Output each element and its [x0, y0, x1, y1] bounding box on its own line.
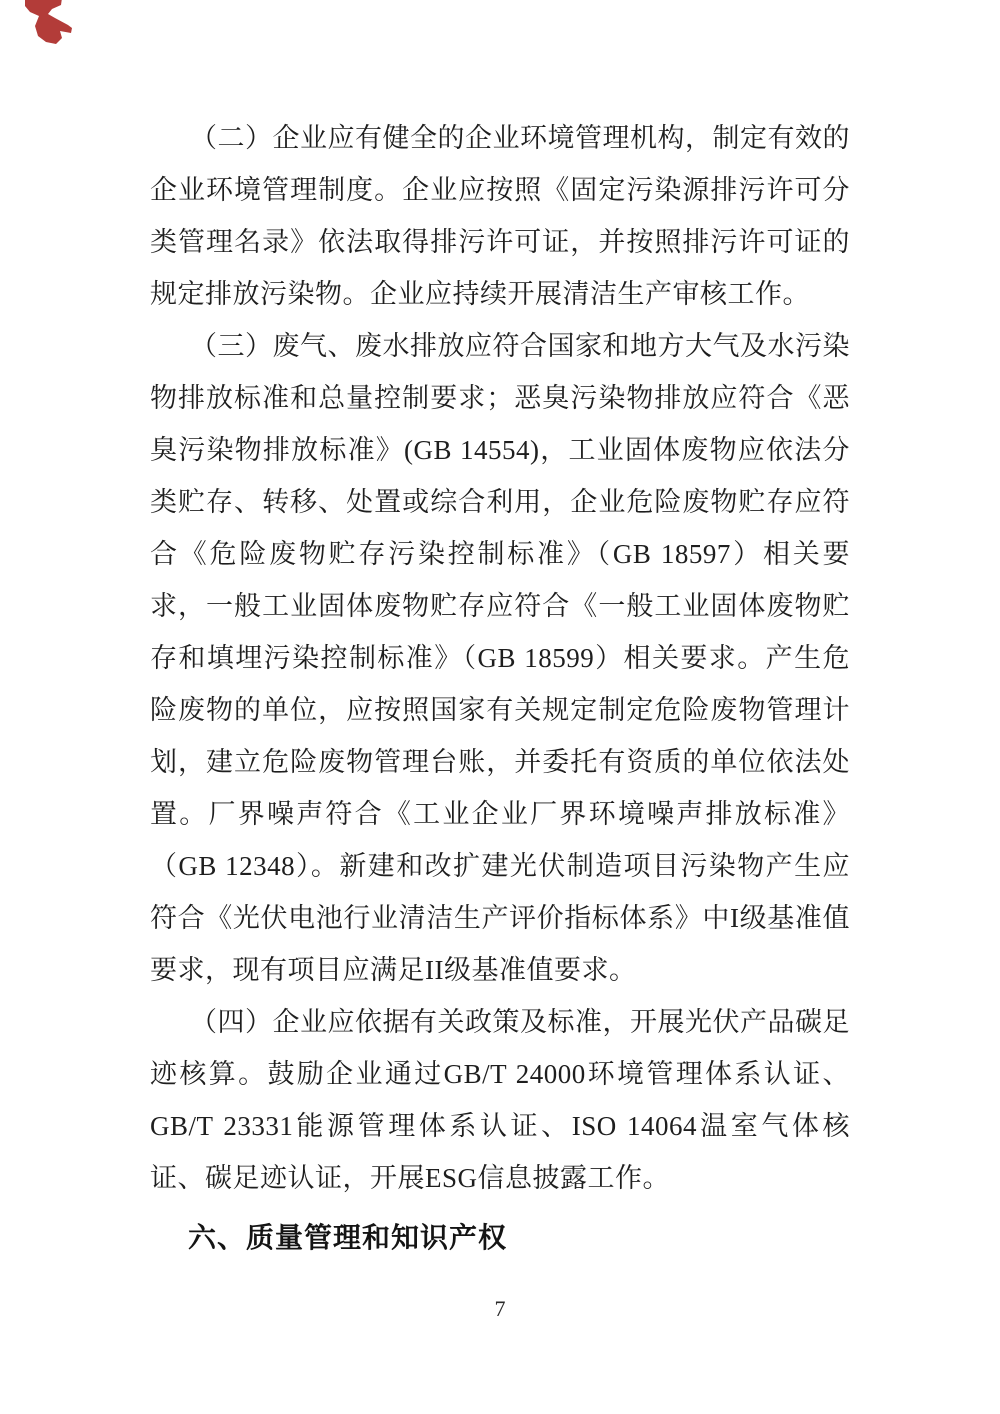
red-corner-stamp-shape: [25, 0, 72, 44]
page-number: 7: [494, 1296, 506, 1321]
body-paragraph: （二）企业应有健全的企业环境管理机构，制定有效的企业环境管理制度。企业应按照《固定污染源排污许可分类管理名录》依法取得排污许可证，并按照排污许可证的规定排放污染物。企业应持续开展清洁生产审核工作。: [150, 123, 850, 309]
body-paragraph: （三）废气、废水排放应符合国家和地方大气及水污染物排放标准和总量控制要求；恶臭污染物排放应符合《恶臭污染物排放标准》(GB 14554)，工业固体废物应依法分类贮存、转移、处置或综合利用，企业危险废物贮存应符合《危险废物贮存污染控制标准》（GB 18597）相关要求，一般工业固体废物贮存应符合《一般工业固体废物贮存和填埋污染控制标准》（GB 18599）相关要求。产生危险废物的单位，应按照国家有关规定制定危险废物管理计划，建立危险废物管理台账，并委托有资质的单位依法处置。厂界噪声符合《工业企业厂界环境噪声排放标准》（GB 12348）。新建和改扩建光伏制造项目污染物产生应符合《光伏电池行业清洁生产评价指标体系》中I级基准值要求，现有项目应满足II级基准值要求。: [150, 331, 850, 985]
document-body: [150, 112, 850, 1264]
body-paragraph: （四）企业应依据有关政策及标准，开展光伏产品碳足迹核算。鼓励企业通过GB/T 24000环境管理体系认证、GB/T 23331能源管理体系认证、ISO 14064温室气体核证、碳足迹认证，开展ESG信息披露工作。: [150, 1007, 850, 1193]
red-corner-stamp-mark: [18, 0, 80, 54]
section-heading: 六、质量管理和知识产权: [188, 1222, 508, 1253]
